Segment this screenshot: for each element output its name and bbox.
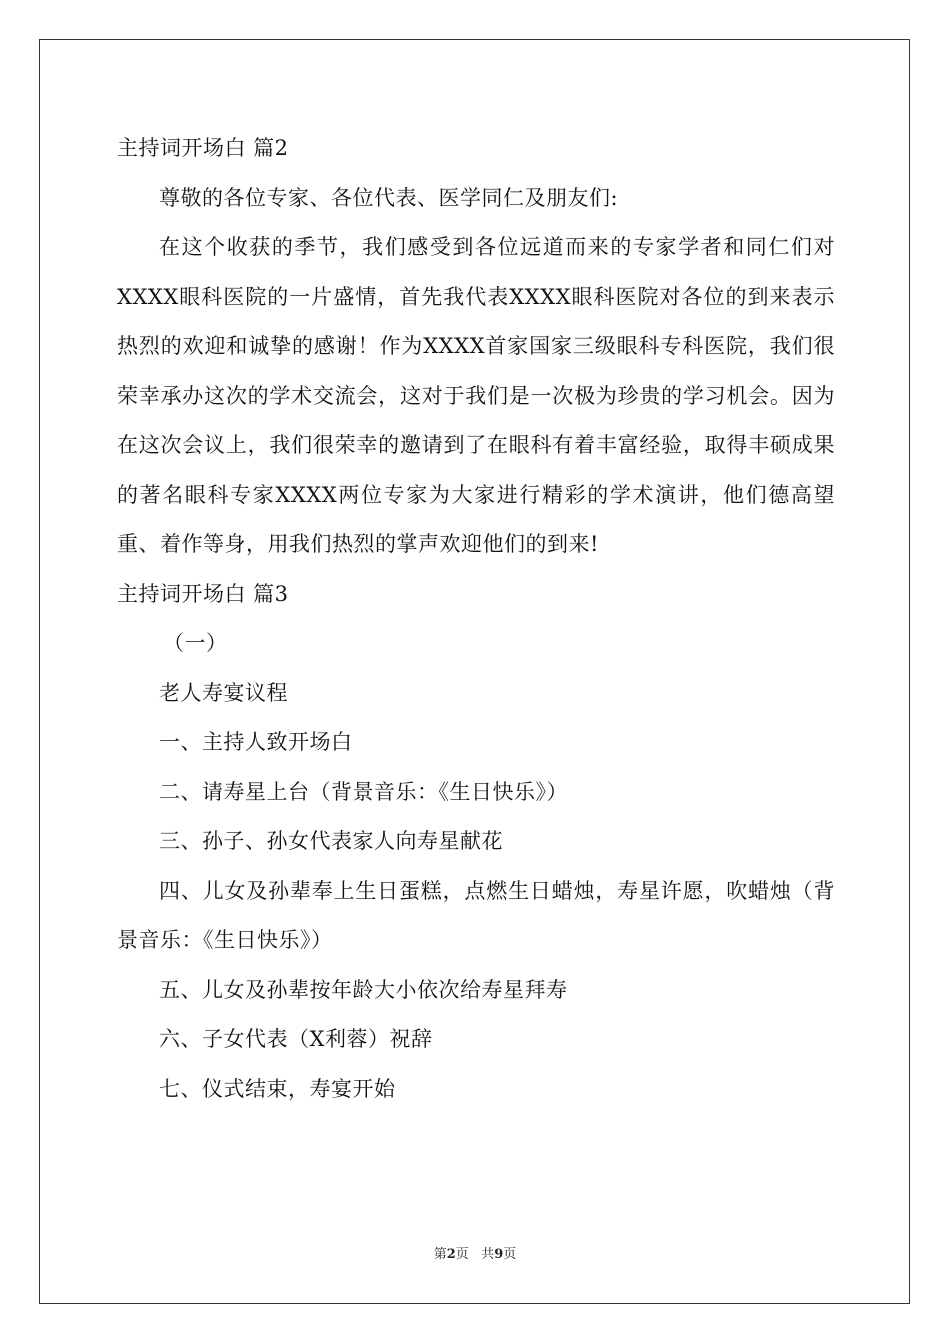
- agenda-item: 六、子女代表（X利蓉）祝辞: [159, 1027, 433, 1051]
- page-total: 9: [494, 1247, 504, 1262]
- agenda-item: 二、请寿星上台（背景音乐：《生日快乐》）: [159, 779, 568, 804]
- page-suffix: 页: [455, 1247, 469, 1262]
- agenda-item: 七、仪式结束，寿宴开始: [159, 1076, 396, 1101]
- agenda-item: 一、主持人致开场白: [159, 730, 353, 754]
- page-prefix: 第: [433, 1247, 447, 1262]
- section-subheading: （一）: [163, 631, 228, 655]
- body-paragraph: 在这个收获的季节，我们感受到各位远道而来的专家学者和同仁们对XXXX眼科医院的一片盛情，首先我代表XXXX眼科医院对各位的到来表示热烈的欢迎和诚挚的感谢！作为XXXX首家国家三级眼科专科医院，我们很荣幸承办这次的学术交流会，这对于我们是一次极为珍贵的学习机会。因为在这次会议上，我们很荣幸的邀请到了在眼科有着丰富经验，取得丰硕成果的著名眼科专家XXXX两位专家为大家进行精彩的学术演讲，他们德高望重、着作等身，用我们热烈的掌声欢迎他们的到来!: [117, 235, 835, 556]
- section-heading: 主持词开场白 篇2: [117, 136, 289, 160]
- salutation-paragraph: 尊敬的各位专家、各位代表、医学同仁及朋友们:: [159, 185, 619, 210]
- section-heading: 主持词开场白 篇3: [117, 581, 289, 606]
- agenda-item: 四、儿女及孙辈奉上生日蛋糕，点燃生日蜡烛，寿星许愿，吹蜡烛（背景音乐：《生日快乐》）: [117, 878, 835, 952]
- agenda-title: 老人寿宴议程: [159, 680, 288, 705]
- total-suffix: 页: [503, 1247, 517, 1262]
- page-number-footer: [0, 1243, 950, 1262]
- page-current: 2: [446, 1247, 456, 1262]
- agenda-item: 五、儿女及孙辈按年龄大小依次给寿星拜寿: [159, 977, 568, 1002]
- agenda-item: 三、孙子、孙女代表家人向寿星献花: [159, 829, 503, 853]
- document-body: [117, 124, 835, 1114]
- total-prefix: 共: [481, 1247, 495, 1262]
